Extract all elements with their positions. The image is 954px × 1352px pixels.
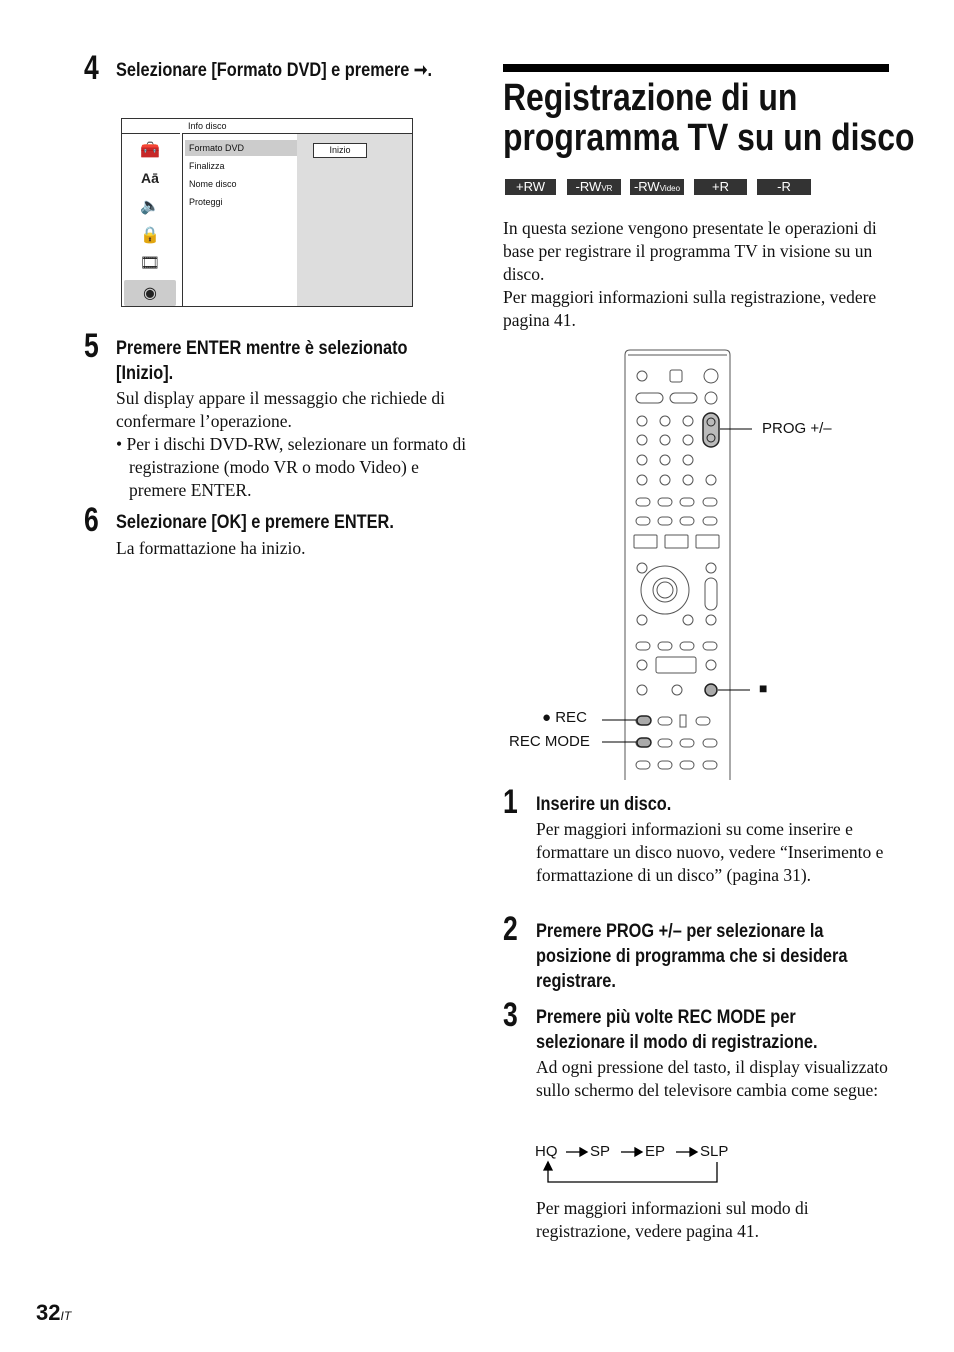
badge-label: -RW (633, 179, 660, 194)
badge-label: +R (712, 179, 729, 194)
page-title (503, 78, 914, 158)
osd-menu-item-nome-disco[interactable]: Nome disco (189, 179, 237, 189)
step-5-body (116, 387, 472, 502)
step-2-number: 2 (503, 910, 518, 948)
step-5-heading-line1: Premere ENTER mentre è selezionato (116, 338, 408, 359)
step-5-text: Sul display appare il messaggio che richiede di confermare l’operazione. (116, 388, 446, 431)
step-2-heading-line3: registrare. (536, 971, 616, 992)
page-number-value: 32 (36, 1300, 61, 1325)
step-1-heading: Inserire un disco. (536, 794, 672, 815)
osd-menu-item-formato-dvd[interactable]: Formato DVD (185, 140, 297, 156)
step-1-text: Per maggiori informazioni su come inserire e formattare un disco nuovo, vedere “Inserimento e formattazione di un disco” (pagina 31). (536, 819, 884, 885)
intro-paragraph-2: Per maggiori informazioni sulla registrazione, vedere pagina 41. (503, 287, 877, 330)
badge-sub: Video (659, 184, 681, 193)
film-icon: 🎞 (139, 253, 161, 272)
osd-menu (182, 133, 298, 307)
badge-plus-rw (505, 179, 556, 195)
osd-menu-item-proteggi[interactable]: Proteggi (189, 197, 223, 207)
disc-icon: ◉ (124, 280, 176, 306)
step-6-number: 6 (84, 501, 99, 539)
rec-mode-label: REC MODE (509, 733, 590, 750)
step-2-heading-line2: posizione di programma che si desidera (536, 946, 848, 967)
mode-cycle-arrows (530, 1140, 730, 1190)
mode-hq: HQ (535, 1143, 558, 1160)
badge-minus-r (757, 179, 811, 195)
step-3-heading-line2: selezionare il modo di registrazione. (536, 1032, 818, 1053)
badge-label: -RW (575, 179, 602, 194)
info-disco-screen (121, 118, 413, 307)
speaker-icon: 🔈 (140, 196, 160, 215)
badge-plus-r (694, 179, 747, 195)
badge-label: +RW (515, 179, 545, 194)
badge-sub: VR (601, 184, 613, 193)
step-4-number: 4 (84, 49, 99, 87)
step-4-heading: Selezionare [Formato DVD] e premere ➞. (116, 60, 433, 81)
language-icon: Aā (141, 170, 159, 186)
lock-icon: 🔒 (140, 225, 160, 244)
osd-detail-pane (297, 133, 412, 306)
inizio-button[interactable]: Inizio (313, 143, 367, 158)
step-5-bullet-text: Per i dischi DVD-RW, selezionare un formato di registrazione (modo VR o modo Video) e premere ENTER. (126, 434, 467, 500)
bullet-mark: • (116, 434, 127, 454)
mode-slp: SLP (700, 1143, 729, 1160)
step-3-number: 3 (503, 996, 518, 1034)
page-title-line2: programma TV su un disco (503, 117, 915, 159)
osd-menu-item-finalizza[interactable]: Finalizza (189, 161, 225, 171)
stop-label: ■ (759, 680, 768, 696)
page-number-suffix: IT (60, 1309, 72, 1323)
page-title-line1: Registrazione di un (503, 77, 798, 119)
step-2-heading-line1: Premere PROG +/– per selezionare la (536, 921, 824, 942)
step-6-heading: Selezionare [OK] e premere ENTER. (116, 512, 394, 533)
title-rule (503, 64, 889, 72)
step-3-heading-line1: Premere più volte REC MODE per (536, 1007, 796, 1028)
intro-text (503, 217, 893, 332)
mode-sp: SP (590, 1143, 611, 1160)
osd-icon-column (122, 133, 180, 306)
badge-minus-rw-vr (567, 179, 621, 195)
step-5-number: 5 (84, 327, 99, 365)
rec-label: ● REC (542, 709, 587, 726)
mode-ep: EP (645, 1143, 666, 1160)
step-5-heading-line2: [Inizio]. (116, 363, 174, 384)
step-3-text: Ad ogni pressione del tasto, il display visualizzato sullo schermo del televisore cambia come segue: (536, 1057, 888, 1100)
toolbox-icon: 🧰 (140, 140, 160, 159)
badge-minus-rw-video (630, 179, 684, 195)
osd-title: Info disco (188, 121, 227, 131)
page-number (36, 1300, 71, 1326)
step-5-bullet (116, 433, 472, 502)
prog-label: PROG +/– (762, 420, 832, 437)
intro-paragraph-1: In questa sezione vengono presentate le operazioni di base per registrare il programma TV in visione su un disco. (503, 218, 877, 284)
step-6-text: La formattazione ha inizio. (116, 538, 306, 558)
badge-label: -R (777, 179, 791, 194)
outro-text: Per maggiori informazioni sul modo di registrazione, vedere pagina 41. (536, 1198, 809, 1241)
step-1-number: 1 (503, 783, 518, 821)
